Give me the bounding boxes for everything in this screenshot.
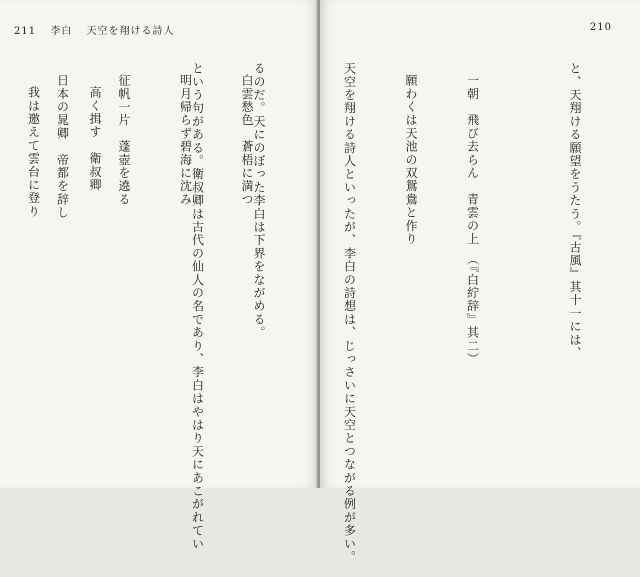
poem-line: 白雲愁色 蒼梧に満つ [240, 74, 254, 206]
text-line: という句がある。衛叔卿は古代の仙人の名であり、李白はやはり天にあこがれてい [190, 62, 205, 551]
left-page-number: 211 [14, 26, 37, 37]
poem-line: 明月帰らず碧海に沈み [178, 74, 193, 206]
text-line: 天空を翔ける詩人といったが、李白の詩想は、じっさいに天空とつながる例が多い。 [342, 62, 357, 564]
running-head-title: 天空を翔ける詩人 [86, 26, 175, 37]
poem-line: 願わくは天池の双鴛鴦と作り [404, 74, 418, 246]
poem-line: 日本の晁卿 帝都を辞し [55, 74, 70, 220]
right-page-number: 210 [589, 22, 612, 33]
running-head-author: 李白 [50, 26, 73, 37]
poem-line: 高く揖す 衛叔卿 [88, 86, 102, 192]
poem-line: 我は邀えて雲台に登り [26, 86, 41, 218]
right-running-head [590, 22, 622, 33]
text-line: と、天翔ける願望をうたう。『古風』其十一には、 [568, 62, 582, 360]
poem-line: 一朝 飛び去らん 青雲の上 （『白紵辞』其二） [465, 74, 480, 366]
text-line: るのだ。天にのぼった李白は下界をながめる。 [252, 62, 266, 340]
left-running-head [14, 22, 184, 37]
poem-line: 征帆一片 蓬壺を遶る [117, 74, 131, 206]
